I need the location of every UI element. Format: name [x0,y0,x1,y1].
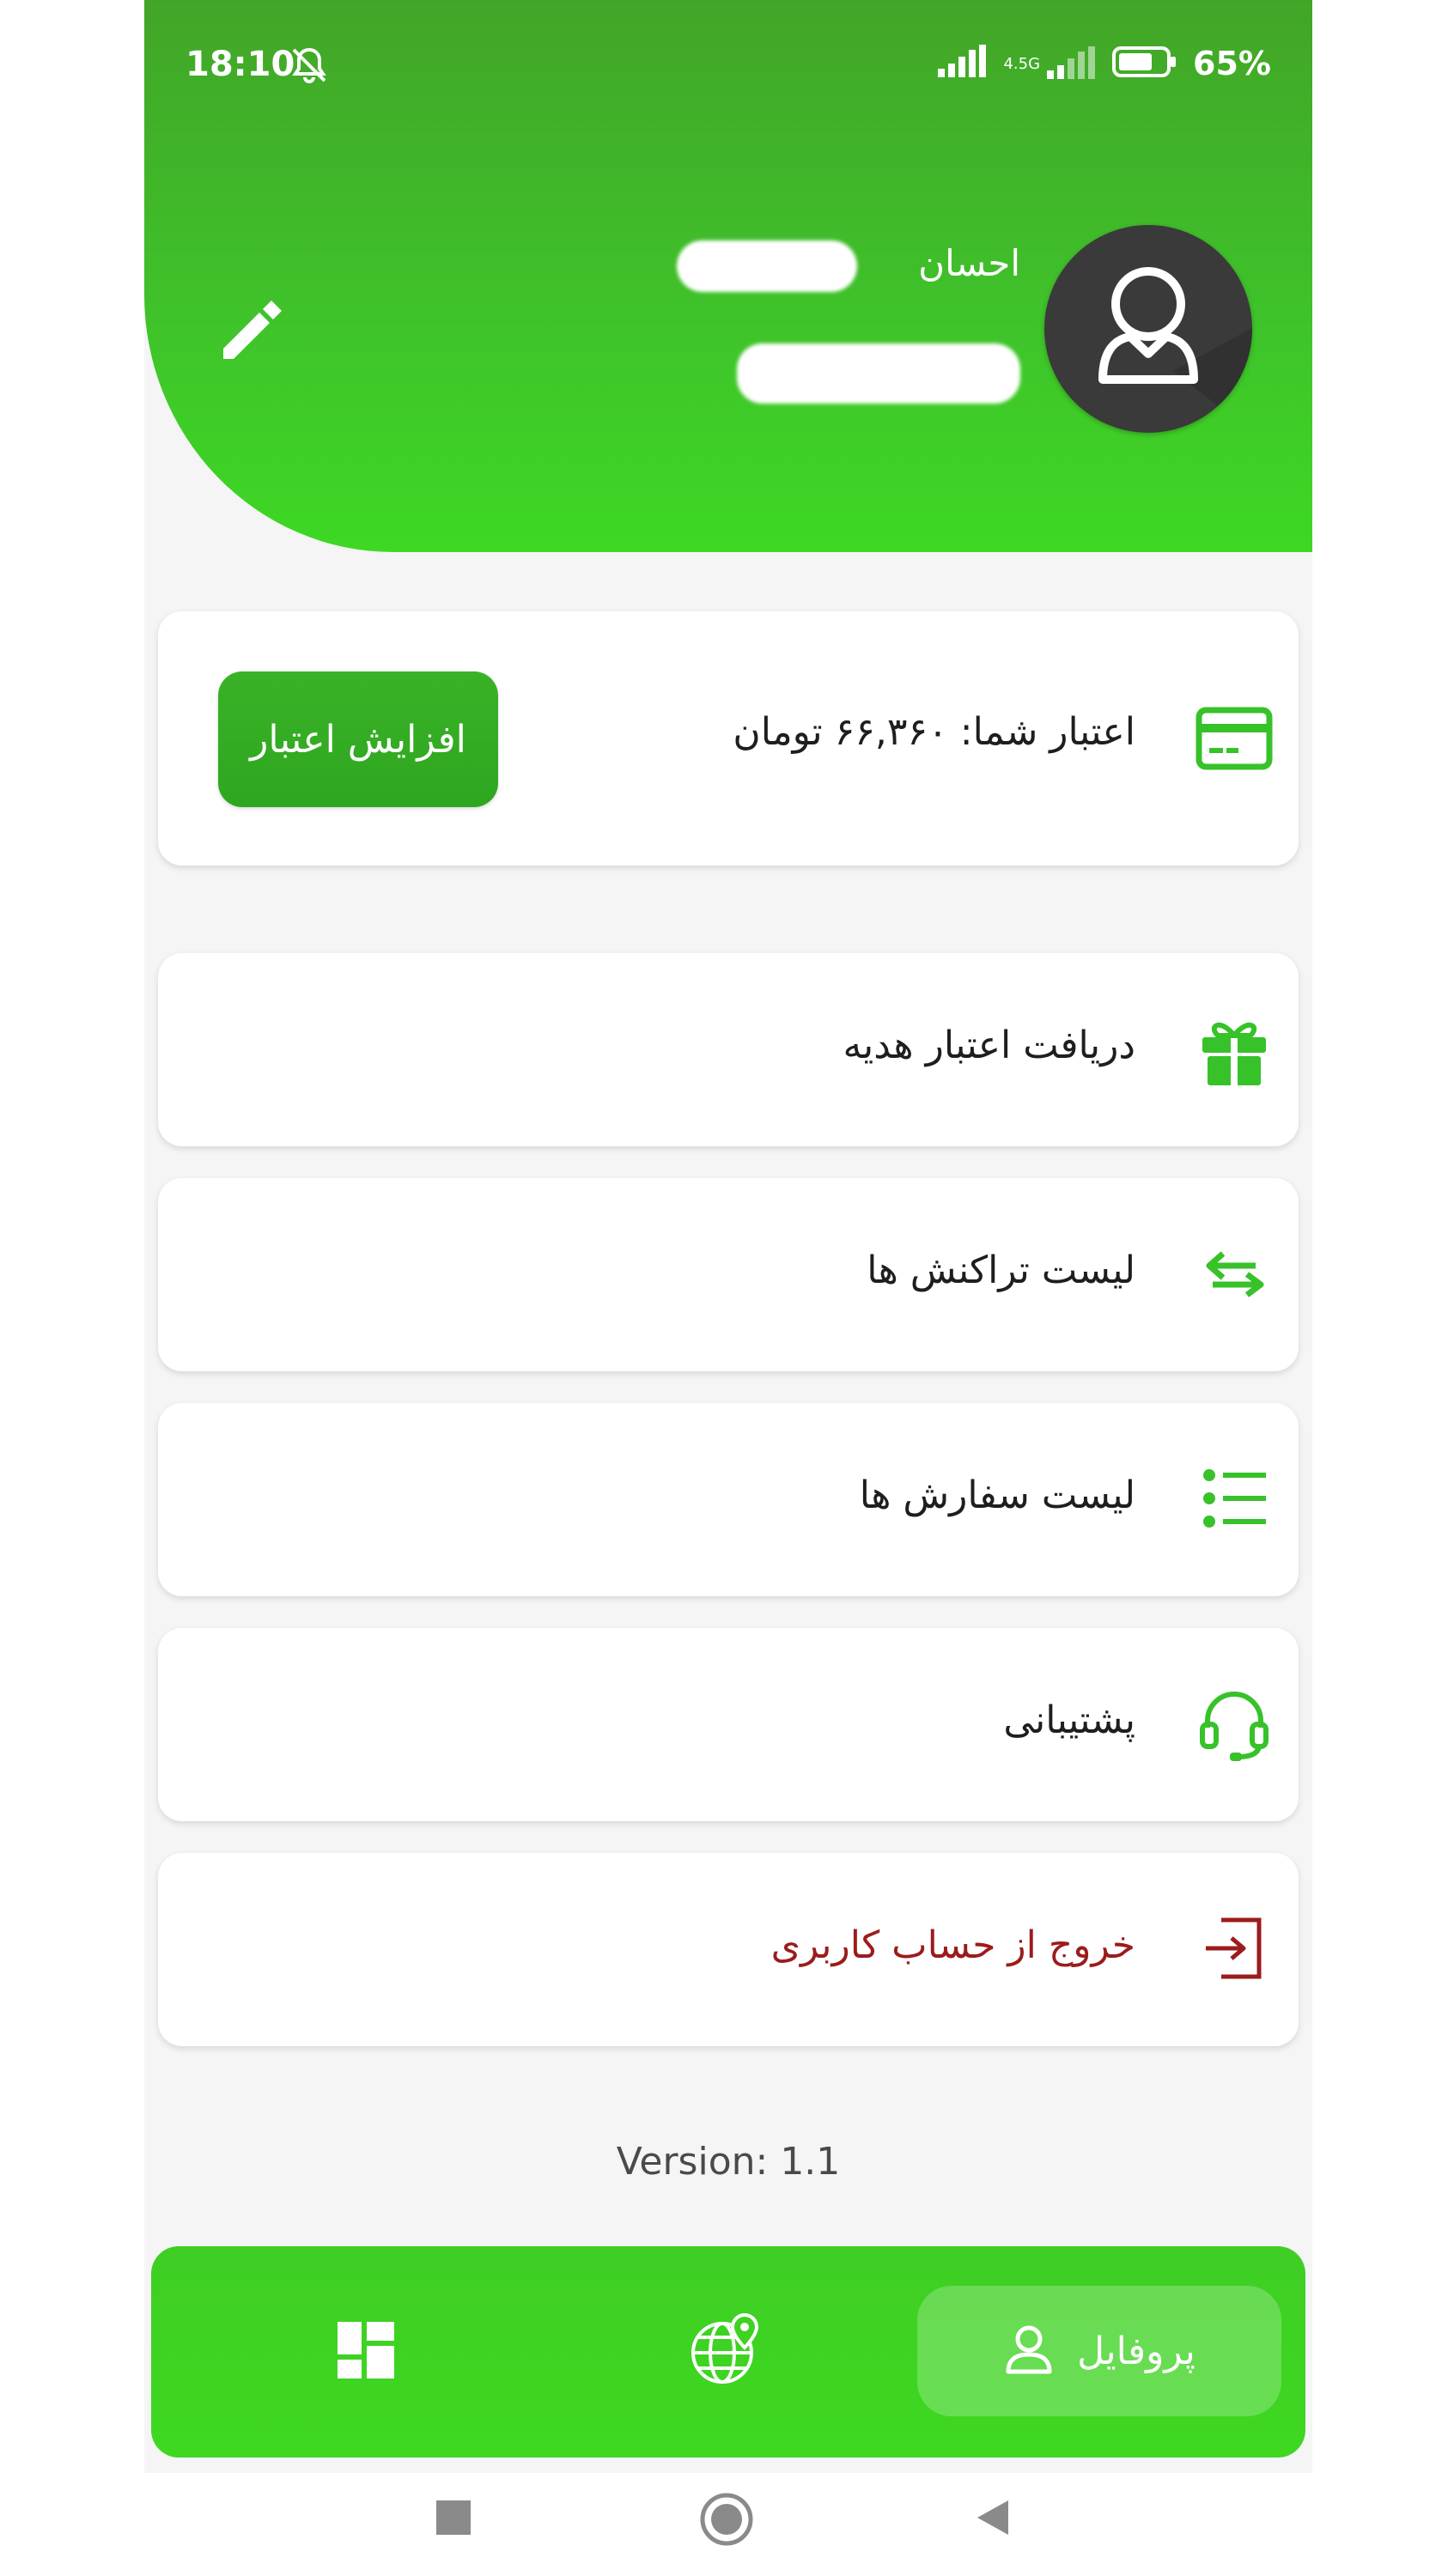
menu-label: خروج از حساب کاربری [770,1923,1135,1967]
battery-icon [1112,45,1177,82]
profile-header [144,0,1312,552]
credit-balance: اعتبار شما: ۶۶,۳۶۰ تومان [733,710,1135,754]
avatar[interactable] [1044,225,1252,433]
nav-dashboard[interactable] [306,2246,426,2458]
redacted-phone [737,343,1020,404]
menu-item-gift-credit[interactable] [158,953,1299,1146]
user-name: احسان [918,242,1020,284]
headset-icon [1196,1685,1273,1762]
list-icon [1196,1460,1273,1537]
redacted-name [677,240,857,292]
menu-label: دریافت اعتبار هدیه [843,1024,1135,1067]
nav-profile[interactable] [917,2286,1281,2416]
logout-icon [1196,1910,1273,1987]
status-time: 18:10 [186,45,295,84]
home-icon[interactable] [699,2492,754,2550]
back-icon[interactable] [974,2499,1012,2540]
menu-label: پشتیبانی [1003,1698,1135,1742]
recents-icon[interactable] [435,2499,472,2540]
signal-icon [936,45,988,82]
menu-item-orders[interactable] [158,1403,1299,1596]
system-nav-bar [144,2473,1312,2576]
edit-profile-icon[interactable] [211,292,289,369]
increase-credit-button[interactable]: افزایش اعتبار [218,671,498,807]
nav-profile-label: پروفایل [1077,2329,1196,2373]
menu-item-logout[interactable] [158,1853,1299,2046]
bell-off-icon [289,45,330,86]
globe-location-icon [688,2312,765,2392]
dashboard-icon [338,2322,394,2382]
credit-card-icon [1196,700,1273,777]
status-right-group [936,45,1271,82]
battery-percent: 65% [1193,45,1271,82]
bottom-nav [151,2246,1305,2458]
menu-label: لیست سفارش ها [859,1473,1135,1517]
menu-label: لیست تراکنش ها [867,1249,1135,1292]
gift-icon [1196,1010,1273,1087]
network-badge [1003,46,1097,81]
menu-item-support[interactable] [158,1628,1299,1821]
transfer-arrows-icon [1196,1235,1273,1312]
app-version: Version: 1.1 [616,2140,841,2184]
menu-item-transactions[interactable] [158,1178,1299,1371]
network-type: 4.5G [1003,54,1041,73]
nav-map[interactable] [666,2246,787,2458]
credit-card [158,611,1299,866]
status-bar [144,0,1312,129]
app-screen [144,0,1312,2576]
user-icon [1003,2324,1055,2379]
